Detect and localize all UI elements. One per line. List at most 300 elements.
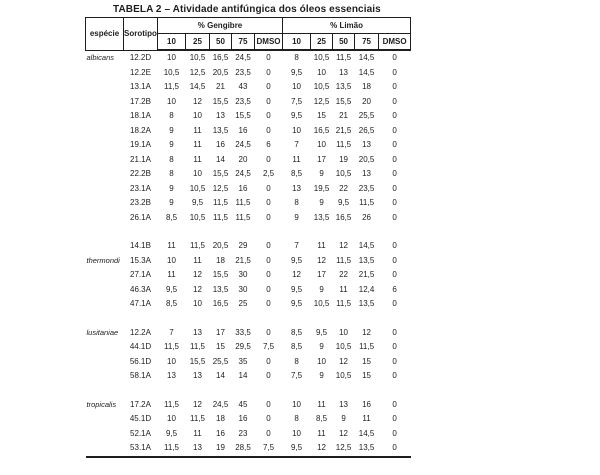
gengibre-value-cell: 10,5 — [163, 67, 180, 77]
serotype-cell: 52.1A — [130, 428, 151, 438]
limao-value-cell: 0 — [392, 169, 397, 178]
gengibre-value-cell: 0 — [266, 414, 271, 423]
limao-value-cell: 10,5 — [313, 53, 330, 62]
gengibre-value-cell: 0 — [266, 255, 271, 265]
limao-value-cell: 9,5 — [291, 284, 303, 294]
gengibre-value-cell: 0 — [266, 154, 271, 164]
spacer-cell — [86, 384, 411, 398]
gengibre-value-cell: 24,5 — [235, 53, 251, 62]
gengibre-value-cell: 8,5 — [165, 212, 178, 222]
table-row — [86, 182, 411, 197]
gengibre-value-cell: 8,5 — [165, 299, 178, 308]
limao-value-cell: 10 — [317, 140, 327, 149]
limao-value-cell: 9 — [341, 414, 346, 423]
serotype-cell: 44.1D — [129, 342, 152, 351]
gengibre-value-cell: 0 — [266, 299, 271, 308]
species-cell: thermondi — [86, 255, 120, 265]
limao-value-cell: 8 — [294, 53, 299, 62]
gengibre-value-cell: 33,5 — [235, 327, 251, 337]
table-row — [86, 80, 411, 95]
serotype-cell: 21.1A — [130, 154, 151, 164]
serotype-cell: 58.1A — [130, 371, 151, 380]
species-cell — [86, 427, 124, 442]
limao-value-cell: 13 — [339, 399, 349, 409]
limao-value-cell: 7 — [294, 241, 299, 250]
gengibre-value-cell: 10,5 — [189, 183, 206, 193]
species-cell — [86, 369, 124, 384]
spacer-row — [86, 225, 411, 239]
gengibre-value-cell: 9 — [169, 140, 174, 149]
species-cell — [86, 138, 124, 153]
serotype-cell: 12.2D — [129, 52, 152, 62]
limao-value-cell: 21 — [339, 111, 349, 120]
gengibre-value-cell: 16 — [238, 183, 248, 193]
species-cell — [86, 211, 124, 226]
gengibre-value-cell: 11,5 — [164, 82, 179, 91]
limao-value-cell: 13,5 — [335, 82, 352, 91]
limao-value-cell: 9 — [294, 212, 299, 222]
limao-value-cell: 8 — [294, 414, 299, 423]
data-table — [85, 17, 411, 458]
limao-value-cell: 12,5 — [313, 96, 330, 106]
table-row — [86, 124, 411, 139]
gengibre-value-cell: 12 — [193, 270, 202, 279]
gengibre-value-cell: 15,5 — [212, 96, 229, 106]
limao-value-cell: 12 — [317, 443, 327, 452]
limao-value-cell: 12 — [339, 241, 349, 250]
species-cell — [86, 124, 124, 139]
limao-value-cell: 9,5 — [291, 67, 303, 77]
gengibre-value-cell: 13 — [193, 327, 202, 337]
limao-value-cell: 21,5 — [335, 125, 352, 135]
gengibre-value-cell: 11,5 — [190, 414, 205, 423]
limao-value-cell: 10 — [317, 67, 327, 77]
gengibre-value-cell: 9,5 — [165, 284, 178, 294]
table-row — [86, 50, 411, 66]
gengibre-value-cell: 11,5 — [190, 241, 205, 250]
spacer-cell — [86, 312, 411, 326]
limao-value-cell: 8,5 — [316, 414, 328, 423]
gengibre-value-cell: 13 — [193, 371, 202, 380]
gengibre-value-cell: 15,5 — [212, 169, 229, 178]
species-cell — [86, 182, 124, 197]
gengibre-value-cell: 25 — [238, 299, 248, 308]
gengibre-value-cell: 14 — [238, 371, 248, 380]
gengibre-value-cell: 14 — [216, 371, 225, 380]
limao-value-cell: 0 — [392, 212, 397, 222]
limao-value-cell: 12,5 — [335, 443, 352, 452]
serotype-cell: 19.1A — [130, 140, 151, 149]
table-row — [86, 95, 411, 110]
subcol-header-l10: 10 — [283, 34, 311, 51]
gengibre-value-cell: 11 — [193, 255, 202, 265]
limao-value-cell: 11 — [317, 428, 326, 438]
limao-value-cell: 12 — [339, 428, 349, 438]
limao-value-cell: 8 — [294, 356, 299, 366]
gengibre-value-cell: 13,5 — [212, 284, 229, 294]
limao-value-cell: 10 — [292, 82, 302, 91]
limao-value-cell: 10,5 — [335, 342, 352, 351]
limao-value-cell: 9 — [319, 342, 324, 351]
table-row — [86, 239, 411, 254]
limao-value-cell: 26,5 — [358, 125, 375, 135]
species-cell — [86, 153, 124, 168]
subcol-header-ldmso: DMSO — [379, 34, 411, 51]
serotype-cell: 45.1D — [129, 414, 152, 423]
gengibre-value-cell: 0 — [266, 371, 271, 380]
limao-value-cell: 13,5 — [313, 212, 330, 222]
gengibre-value-cell: 30 — [238, 284, 248, 294]
table-row — [86, 66, 411, 81]
gengibre-value-cell: 11,5 — [235, 198, 251, 207]
table-row — [86, 412, 411, 427]
gengibre-value-cell: 12 — [193, 399, 202, 409]
gengibre-value-cell: 0 — [266, 125, 271, 135]
gengibre-value-cell: 11,5 — [164, 342, 179, 351]
limao-value-cell: 13 — [362, 169, 372, 178]
gengibre-value-cell: 12,5 — [189, 67, 206, 77]
gengibre-value-cell: 7,5 — [262, 443, 275, 452]
gengibre-value-cell: 16 — [238, 125, 248, 135]
gengibre-value-cell: 28,5 — [235, 443, 251, 452]
limao-value-cell: 23,5 — [358, 183, 375, 193]
limao-value-cell: 0 — [392, 82, 397, 91]
limao-value-cell: 10 — [317, 356, 327, 366]
serotype-cell: 46.3A — [130, 284, 151, 294]
spacer-row — [86, 312, 411, 326]
species-cell — [86, 412, 124, 427]
table-row — [86, 254, 411, 269]
limao-value-cell: 13,5 — [358, 299, 375, 308]
limao-value-cell: 0 — [392, 255, 397, 265]
gengibre-value-cell: 0 — [266, 327, 271, 337]
table-row — [86, 326, 411, 341]
limao-value-cell: 0 — [392, 327, 397, 337]
limao-value-cell: 9,5 — [291, 111, 303, 120]
limao-value-cell: 0 — [392, 414, 397, 423]
species-cell: lusitaniae — [86, 327, 119, 337]
limao-value-cell: 25,5 — [358, 111, 375, 120]
limao-value-cell: 15 — [362, 371, 372, 380]
gengibre-value-cell: 9 — [169, 125, 174, 135]
table-row — [86, 283, 411, 298]
species-cell — [86, 297, 124, 312]
species-cell — [86, 268, 124, 283]
table-row — [86, 153, 411, 168]
gengibre-value-cell: 15,5 — [235, 111, 251, 120]
limao-value-cell: 0 — [392, 111, 397, 120]
gengibre-value-cell: 29 — [238, 241, 248, 250]
table-title: TABELA 2 – Atividade antifúngica dos óleos essenciais — [113, 4, 381, 15]
limao-value-cell: 6 — [392, 284, 397, 294]
limao-value-cell: 11,5 — [336, 53, 352, 62]
table-row — [86, 297, 411, 312]
serotype-cell: 56.1D — [129, 356, 152, 366]
serotype-cell: 27.1A — [130, 270, 151, 279]
gengibre-value-cell: 23,5 — [235, 67, 251, 77]
gengibre-value-cell: 0 — [266, 270, 271, 279]
gengibre-value-cell: 10,5 — [189, 212, 206, 222]
limao-value-cell: 12 — [362, 327, 372, 337]
gengibre-value-cell: 0 — [266, 111, 271, 120]
gengibre-value-cell: 8 — [169, 169, 174, 178]
species-cell — [86, 283, 124, 298]
limao-value-cell: 16 — [362, 399, 372, 409]
gengibre-value-cell: 0 — [266, 82, 271, 91]
limao-value-cell: 9 — [319, 371, 324, 380]
limao-value-cell: 20,5 — [358, 154, 375, 164]
gengibre-value-cell: 11 — [167, 241, 176, 250]
gengibre-value-cell: 19 — [216, 443, 225, 452]
subcol-header-g10: 10 — [158, 34, 186, 51]
limao-value-cell: 10,5 — [313, 82, 330, 91]
gengibre-value-cell: 15 — [216, 342, 225, 351]
limao-value-cell: 9 — [319, 169, 324, 178]
table-row — [86, 211, 411, 226]
limao-value-cell: 19,5 — [313, 183, 330, 193]
serotype-cell: 17.2B — [130, 96, 151, 106]
gengibre-value-cell: 17 — [216, 327, 225, 337]
limao-value-cell: 0 — [392, 198, 397, 207]
limao-value-cell: 7,5 — [291, 96, 303, 106]
limao-value-cell: 10,5 — [335, 371, 352, 380]
gengibre-value-cell: 35 — [238, 356, 248, 366]
serotype-cell: 13.1A — [130, 82, 151, 91]
limao-value-cell: 0 — [392, 53, 397, 62]
gengibre-value-cell: 43 — [238, 82, 248, 91]
limao-value-cell: 8,5 — [291, 342, 303, 351]
limao-value-cell: 0 — [392, 443, 397, 452]
limao-value-cell: 0 — [392, 96, 397, 106]
limao-value-cell: 7,5 — [291, 371, 303, 380]
serotype-cell: 23.1A — [130, 183, 151, 193]
limao-value-cell: 0 — [392, 371, 397, 380]
limao-value-cell: 15,5 — [335, 96, 352, 106]
table-row — [86, 196, 411, 211]
gengibre-value-cell: 18 — [216, 414, 225, 423]
limao-value-cell: 0 — [392, 67, 397, 77]
limao-value-cell: 10 — [292, 428, 302, 438]
gengibre-value-cell: 10 — [193, 299, 202, 308]
serotype-cell: 26.1A — [130, 212, 151, 222]
limao-value-cell: 13 — [362, 140, 372, 149]
gengibre-value-cell: 11,5 — [164, 399, 179, 409]
limao-value-cell: 11 — [339, 284, 348, 294]
subcol-header-gdmso: DMSO — [255, 34, 283, 51]
limao-value-cell: 17 — [317, 270, 327, 279]
gengibre-value-cell: 10,5 — [189, 53, 206, 62]
gengibre-value-cell: 9 — [169, 198, 174, 207]
gengibre-value-cell: 0 — [266, 67, 271, 77]
header-row-groups — [86, 18, 411, 34]
table-row — [86, 441, 411, 457]
gengibre-value-cell: 16,5 — [212, 299, 229, 308]
limao-value-cell: 0 — [392, 428, 397, 438]
limao-value-cell: 0 — [392, 154, 397, 164]
limao-value-cell: 8,5 — [291, 169, 303, 178]
gengibre-value-cell: 0 — [266, 212, 271, 222]
gengibre-value-cell: 0 — [266, 428, 271, 438]
gengibre-value-cell: 23 — [238, 428, 248, 438]
species-cell — [86, 167, 124, 182]
limao-value-cell: 10,5 — [313, 299, 330, 308]
gengibre-value-cell: 8 — [169, 154, 174, 164]
subcol-header-l25: 25 — [311, 34, 333, 51]
limao-value-cell: 22 — [339, 183, 349, 193]
limao-value-cell: 9,5 — [316, 327, 328, 337]
gengibre-value-cell: 10 — [193, 169, 202, 178]
species-cell — [86, 340, 124, 355]
gengibre-value-cell: 14,5 — [189, 82, 206, 91]
gengibre-value-cell: 13 — [216, 111, 225, 120]
gengibre-value-cell: 10 — [167, 414, 176, 423]
table-container — [85, 17, 410, 458]
gengibre-value-cell: 24,5 — [235, 140, 251, 149]
gengibre-value-cell: 24,5 — [235, 169, 251, 178]
table-body — [86, 50, 411, 457]
serotype-cell: 47.1A — [130, 299, 151, 308]
limao-value-cell: 0 — [392, 183, 397, 193]
serotype-cell: 18.1A — [130, 111, 151, 120]
subcol-header-g75: 75 — [232, 34, 255, 51]
limao-value-cell: 18 — [362, 82, 372, 91]
gengibre-value-cell: 16 — [216, 140, 225, 149]
limao-value-cell: 7 — [294, 140, 299, 149]
gengibre-value-cell: 0 — [266, 284, 271, 294]
limao-value-cell: 0 — [392, 299, 397, 308]
limao-value-cell: 14,5 — [358, 241, 375, 250]
gengibre-value-cell: 7 — [169, 327, 174, 337]
gengibre-value-cell: 11 — [193, 428, 202, 438]
gengibre-value-cell: 10 — [167, 96, 176, 106]
limao-value-cell: 13,5 — [358, 443, 375, 452]
table-row — [86, 340, 411, 355]
limao-value-cell: 9,5 — [291, 255, 303, 265]
gengibre-value-cell: 15,5 — [212, 270, 229, 279]
species-cell — [86, 66, 124, 81]
serotype-cell: 12.2E — [130, 67, 151, 77]
limao-value-cell: 9 — [319, 198, 324, 207]
limao-value-cell: 0 — [392, 356, 397, 366]
subcol-header-l50: 50 — [333, 34, 355, 51]
limao-value-cell: 9,5 — [291, 299, 303, 308]
gengibre-value-cell: 0 — [266, 96, 271, 106]
limao-value-cell: 11,5 — [359, 342, 375, 351]
gengibre-value-cell: 11 — [193, 154, 202, 164]
gengibre-value-cell: 11,5 — [164, 443, 179, 452]
limao-value-cell: 22 — [339, 270, 349, 279]
limao-value-cell: 14,5 — [358, 53, 375, 62]
limao-value-cell: 11,5 — [336, 140, 352, 149]
gengibre-value-cell: 11 — [167, 270, 176, 279]
gengibre-value-cell: 0 — [266, 399, 271, 409]
gengibre-value-cell: 16 — [238, 414, 248, 423]
gengibre-value-cell: 9,5 — [165, 428, 178, 438]
limao-value-cell: 21,5 — [358, 270, 375, 279]
table-row — [86, 167, 411, 182]
gengibre-value-cell: 0 — [266, 198, 271, 207]
limao-value-cell: 12,4 — [358, 284, 375, 294]
serotype-cell: 23.2B — [130, 198, 151, 207]
limao-value-cell: 11 — [317, 241, 326, 250]
table-row — [86, 369, 411, 384]
limao-value-cell: 0 — [392, 399, 397, 409]
serotype-cell: 17.2A — [130, 399, 151, 409]
spacer-cell — [86, 225, 411, 239]
gengibre-value-cell: 23,5 — [235, 96, 251, 106]
limao-value-cell: 0 — [392, 241, 397, 250]
species-cell — [86, 80, 124, 95]
gengibre-value-cell: 14 — [216, 154, 225, 164]
species-cell — [86, 196, 124, 211]
limao-value-cell: 13 — [292, 183, 302, 193]
gengibre-value-cell: 11 — [193, 125, 202, 135]
serotype-cell: 53.1A — [130, 443, 151, 452]
species-cell — [86, 355, 124, 370]
subcol-header-g25: 25 — [186, 34, 210, 51]
species-cell — [86, 95, 124, 110]
gengibre-value-cell: 11,5 — [213, 212, 228, 222]
gengibre-value-cell: 30 — [238, 270, 248, 279]
serotype-cell: 15.3A — [130, 255, 151, 265]
limao-value-cell: 9 — [319, 284, 324, 294]
limao-value-cell: 9,5 — [338, 198, 350, 207]
table-row — [86, 427, 411, 442]
gengibre-value-cell: 16,5 — [212, 53, 229, 62]
gengibre-value-cell: 25,5 — [212, 356, 229, 366]
gengibre-value-cell: 20 — [238, 154, 248, 164]
limao-value-cell: 10 — [339, 327, 349, 337]
group-header-limao: % Limão — [283, 18, 411, 34]
group-header-gengibre: % Gengibre — [158, 18, 283, 34]
table-row — [86, 355, 411, 370]
limao-value-cell: 15 — [317, 111, 327, 120]
table-row — [86, 109, 411, 124]
gengibre-value-cell: 12 — [193, 96, 202, 106]
limao-value-cell: 11 — [317, 399, 326, 409]
gengibre-value-cell: 16 — [216, 428, 225, 438]
table-row — [86, 268, 411, 283]
limao-value-cell: 10 — [292, 125, 302, 135]
gengibre-value-cell: 10 — [193, 111, 202, 120]
limao-value-cell: 0 — [392, 140, 397, 149]
gengibre-value-cell: 13,5 — [212, 125, 229, 135]
gengibre-value-cell: 9 — [169, 183, 174, 193]
limao-value-cell: 14,5 — [358, 67, 375, 77]
gengibre-value-cell: 11 — [193, 140, 202, 149]
gengibre-value-cell: 24,5 — [212, 399, 229, 409]
gengibre-value-cell: 12,5 — [212, 183, 229, 193]
limao-value-cell: 20 — [362, 96, 372, 106]
species-cell — [86, 109, 124, 124]
gengibre-value-cell: 12 — [193, 284, 202, 294]
limao-value-cell: 19 — [339, 154, 349, 164]
table-header — [86, 18, 411, 51]
species-cell — [86, 441, 124, 457]
gengibre-value-cell: 10 — [167, 356, 176, 366]
gengibre-value-cell: 15,5 — [189, 356, 206, 366]
spacer-row — [86, 384, 411, 398]
serotype-cell: 22.2B — [130, 169, 151, 178]
serotype-cell: 12.2A — [130, 327, 151, 337]
table-row — [86, 138, 411, 153]
limao-value-cell: 12 — [292, 270, 302, 279]
limao-value-cell: 0 — [392, 342, 397, 351]
gengibre-value-cell: 0 — [266, 183, 271, 193]
serotype-cell: 18.2A — [130, 125, 151, 135]
gengibre-value-cell: 20,5 — [212, 67, 229, 77]
species-cell — [86, 239, 124, 254]
